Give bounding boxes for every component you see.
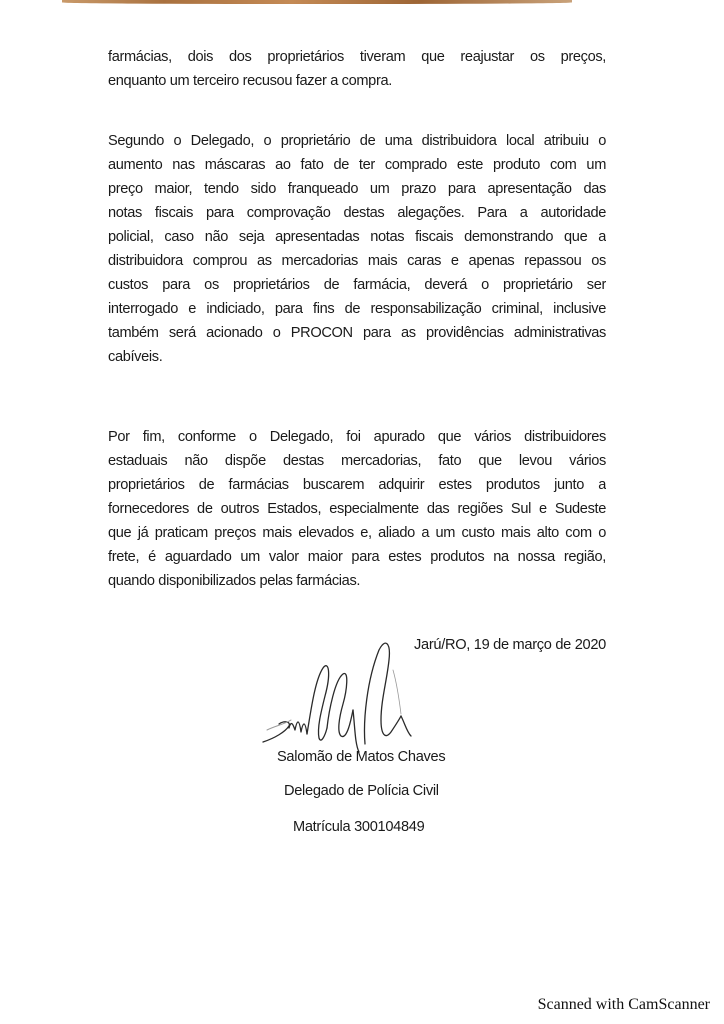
text-line: Segundo o Delegado, o proprietário de uma distribuidora local atribuiu o	[108, 133, 606, 149]
paragraph-2	[108, 129, 606, 369]
paragraph-1	[108, 45, 606, 93]
text-line: distribuidora comprou as mercadorias mais caras e apenas repassou os	[108, 253, 606, 269]
scan-edge-wood-strip	[62, 0, 572, 4]
text-line: Por fim, conforme o Delegado, foi apurado que vários distribuidores	[108, 429, 606, 445]
camscanner-watermark: Scanned with CamScanner	[537, 996, 710, 1013]
paragraph-3	[108, 425, 606, 593]
text-line: preço maior, tendo sido franqueado um prazo para apresentação das	[108, 181, 606, 197]
text-line: frete, é aguardado um valor maior para estes produtos na nossa região,	[108, 549, 606, 565]
text-line: estaduais não dispõe destas mercadorias, fato que levou vários	[108, 453, 606, 469]
text-line: notas fiscais para comprovação destas alegações. Para a autoridade	[108, 205, 606, 221]
text-line: proprietários de farmácias buscarem adquirir estes produtos junto a	[108, 477, 606, 493]
text-line: policial, caso não seja apresentadas notas fiscais demonstrando que a	[108, 229, 606, 245]
text-line: custos para os proprietários de farmácia, deverá o proprietário ser	[108, 277, 606, 293]
signatory-name: Salomão de Matos Chaves	[277, 749, 446, 765]
text-line: interrogado e indiciado, para fins de responsabilização criminal, inclusive	[108, 301, 606, 317]
text-line: que já praticam preços mais elevados e, aliado a um custo mais alto com o	[108, 525, 606, 541]
handwritten-signature	[255, 640, 425, 755]
place-date: Jarú/RO, 19 de março de 2020	[414, 637, 606, 653]
signatory-registration: Matrícula 300104849	[293, 819, 425, 835]
text-line: quando disponibilizados pelas farmácias.	[108, 573, 361, 589]
text-line: enquanto um terceiro recusou fazer a compra.	[108, 73, 392, 89]
signatory-title: Delegado de Polícia Civil	[284, 783, 439, 799]
text-line: fornecedores de outros Estados, especialmente das regiões Sul e Sudeste	[108, 501, 606, 517]
text-line: farmácias, dois dos proprietários tiveram que reajustar os preços,	[108, 49, 606, 65]
text-line: também será acionado o PROCON para as providências administrativas	[108, 325, 606, 341]
text-line: cabíveis.	[108, 349, 163, 365]
text-line: aumento nas máscaras ao fato de ter comprado este produto com um	[108, 157, 606, 173]
